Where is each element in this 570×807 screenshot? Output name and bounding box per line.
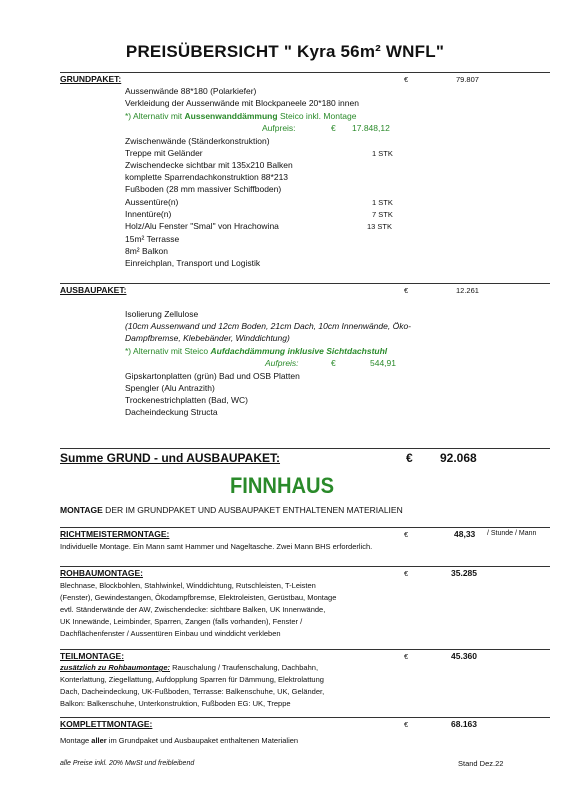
rohbau-currency: €	[404, 569, 409, 578]
ausbaupaket-line: Gipskartonplatten (grün) Bad und OSB Platten	[125, 371, 300, 381]
divider	[60, 566, 550, 567]
teil-line: zusätzlich zu Rohbaumontage: Rauschalung / Traufenschalung, Dachbahn,	[60, 663, 319, 672]
summe-label: Summe GRUND - und AUSBAUPAKET:	[60, 451, 281, 465]
grundpaket-line: Einreichplan, Transport und Logistik	[125, 258, 261, 268]
richtmeister-currency: €	[404, 530, 409, 539]
ausbaupaket-line: Spengler (Alu Antrazith)	[125, 383, 215, 393]
grundpaket-line: 15m² Terrasse	[125, 234, 180, 244]
ausbaupaket-alternative: *) Alternativ mit Steico Aufdachdämmung inklusive Sichtdachstuhl	[125, 346, 388, 356]
grundpaket-line: Innentüre(n)	[125, 209, 172, 219]
grundpaket-line: Aussentüre(n)	[125, 197, 179, 207]
ausbaupaket-currency: €	[404, 286, 409, 295]
grundpaket-line: Verkleidung der Aussenwände mit Blockpaneele 20*180 innen	[125, 98, 359, 108]
grundpaket-surcharge-label: Aufpreis:	[262, 123, 296, 133]
grundpaket-qty: 7 STK	[372, 210, 393, 219]
montage-intro: MONTAGE DER IM GRUNDPAKET UND AUSBAUPAKET ENTHALTENEN MATERIALIEN	[60, 505, 403, 515]
teil-line: Dach, Dacheindeckung, UK-Fußboden, Terrasse: Balkenschuhe, UK, Geländer,	[60, 687, 325, 696]
ausbaupaket-surcharge-label: Aufpreis:	[265, 358, 299, 368]
ausbaupaket-surcharge-currency: €	[331, 358, 336, 368]
grundpaket-line: Holz/Alu Fenster "Smal" von Hrachowina	[125, 221, 279, 231]
logo-text: FINNHAUS	[230, 473, 334, 498]
ausbaupaket-insulation-detail: (10cm Aussenwand und 12cm Boden, 21cm Dach, 10cm Innenwände, Öko-	[125, 321, 412, 331]
grundpaket-qty: 13 STK	[367, 222, 393, 231]
rohbau-line: Blechnase, Blockbohlen, Stahlwinkel, Winddichtung, Rutschleisten, T-Leisten	[60, 581, 316, 590]
grundpaket-surcharge-value: 17.848,12	[352, 123, 390, 133]
divider	[60, 717, 550, 718]
ausbaupaket-insulation: Isolierung Zellulose	[125, 309, 199, 319]
teil-price: 45.360	[451, 651, 477, 661]
ausbaupaket-line: Dacheindeckung Structa	[125, 407, 218, 417]
grundpaket-qty: 1 STK	[372, 149, 393, 158]
divider	[60, 527, 550, 528]
teil-line: Konterlattung, Ziegellattung, Aufdopplung Sparren für Dämmung, Elektrolattung	[60, 675, 324, 684]
ausbaupaket-surcharge-value: 544,91	[370, 358, 396, 368]
grundpaket-line: 8m² Balkon	[125, 246, 168, 256]
grundpaket-qty: 1 STK	[372, 198, 393, 207]
teil-currency: €	[404, 652, 409, 661]
richtmeister-price: 48,33	[454, 529, 476, 539]
rohbau-heading: ROHBAUMONTAGE:	[60, 568, 143, 578]
grundpaket-surcharge-currency: €	[331, 123, 336, 133]
grundpaket-line: Treppe mit Geländer	[125, 148, 203, 158]
richtmeister-unit: / Stunde / Mann	[487, 530, 537, 537]
summe-value: 92.068	[440, 451, 477, 465]
divider	[60, 448, 550, 449]
ausbaupaket-insulation-detail: Dampfbremse, Klebebänder, Winddichtung)	[125, 333, 290, 343]
divider	[60, 283, 550, 284]
grundpaket-line: Aussenwände 88*180 (Polarkiefer)	[125, 86, 257, 96]
grundpaket-line: Zwischenwände (Ständerkonstruktion)	[125, 136, 270, 146]
teil-heading: TEILMONTAGE:	[60, 651, 125, 661]
grundpaket-heading: GRUNDPAKET:	[60, 74, 122, 84]
divider	[60, 649, 550, 650]
grundpaket-line: Fußboden (28 mm massiver Schiffboden)	[125, 184, 282, 194]
footer-stand: Stand Dez.22	[458, 759, 504, 768]
rohbau-line: Dachflächenfenster / Aussentüren Einbau und winddicht verkleben	[60, 629, 281, 638]
grundpaket-currency: €	[404, 75, 409, 84]
rohbau-line: evtl. Ständerwände der AW, Zwischendecke: sichtbare Balken, UK Innenwände,	[60, 605, 326, 614]
finnhaus-logo	[228, 472, 336, 498]
komplett-heading: KOMPLETTMONTAGE:	[60, 719, 153, 729]
grundpaket-line: komplette Sparrendachkonstruktion 88*213	[125, 172, 289, 182]
richtmeister-desc: Individuelle Montage. Ein Mann samt Hammer und Nageltasche. Zwei Mann BHS erforderlich.	[60, 542, 373, 551]
grundpaket-price: 79.807	[456, 75, 479, 84]
komplett-price: 68.163	[451, 719, 477, 729]
ausbaupaket-price: 12.261	[456, 286, 479, 295]
footer-note: alle Preise inkl. 20% MwSt und freibleibend	[60, 760, 195, 767]
ausbaupaket-heading: AUSBAUPAKET:	[60, 285, 127, 295]
teil-line: Balkon: Balkenschuhe, Unterkonstruktion, Fußboden EG: UK, Treppe	[60, 699, 291, 708]
rohbau-line: UK Innewände, Leimbinder, Sparren, Zangen (falls vorhanden), Fenster /	[60, 617, 303, 626]
komplett-desc: Montage aller im Grundpaket und Ausbaupaket enthaltenen Materialien	[60, 736, 299, 745]
grundpaket-alternative: *) Alternativ mit Aussenwanddämmung Steico inkl. Montage	[125, 111, 357, 121]
summe-currency: €	[406, 451, 413, 465]
richtmeister-heading: RICHTMEISTERMONTAGE:	[60, 529, 170, 539]
grundpaket-line: Zwischendecke sichtbar mit 135x210 Balken	[125, 160, 293, 170]
ausbaupaket-line: Trockenestrichplatten (Bad, WC)	[125, 395, 248, 405]
page-title: PREISÜBERSICHT " Kyra 56m² WNFL"	[125, 42, 445, 61]
rohbau-line: (Fenster), Gewindestangen, Ökodampfbremse, Elektroleisten, Gerüstbau, Montage	[60, 593, 337, 602]
rohbau-price: 35.285	[451, 568, 477, 578]
divider	[60, 72, 550, 73]
komplett-currency: €	[404, 720, 409, 729]
